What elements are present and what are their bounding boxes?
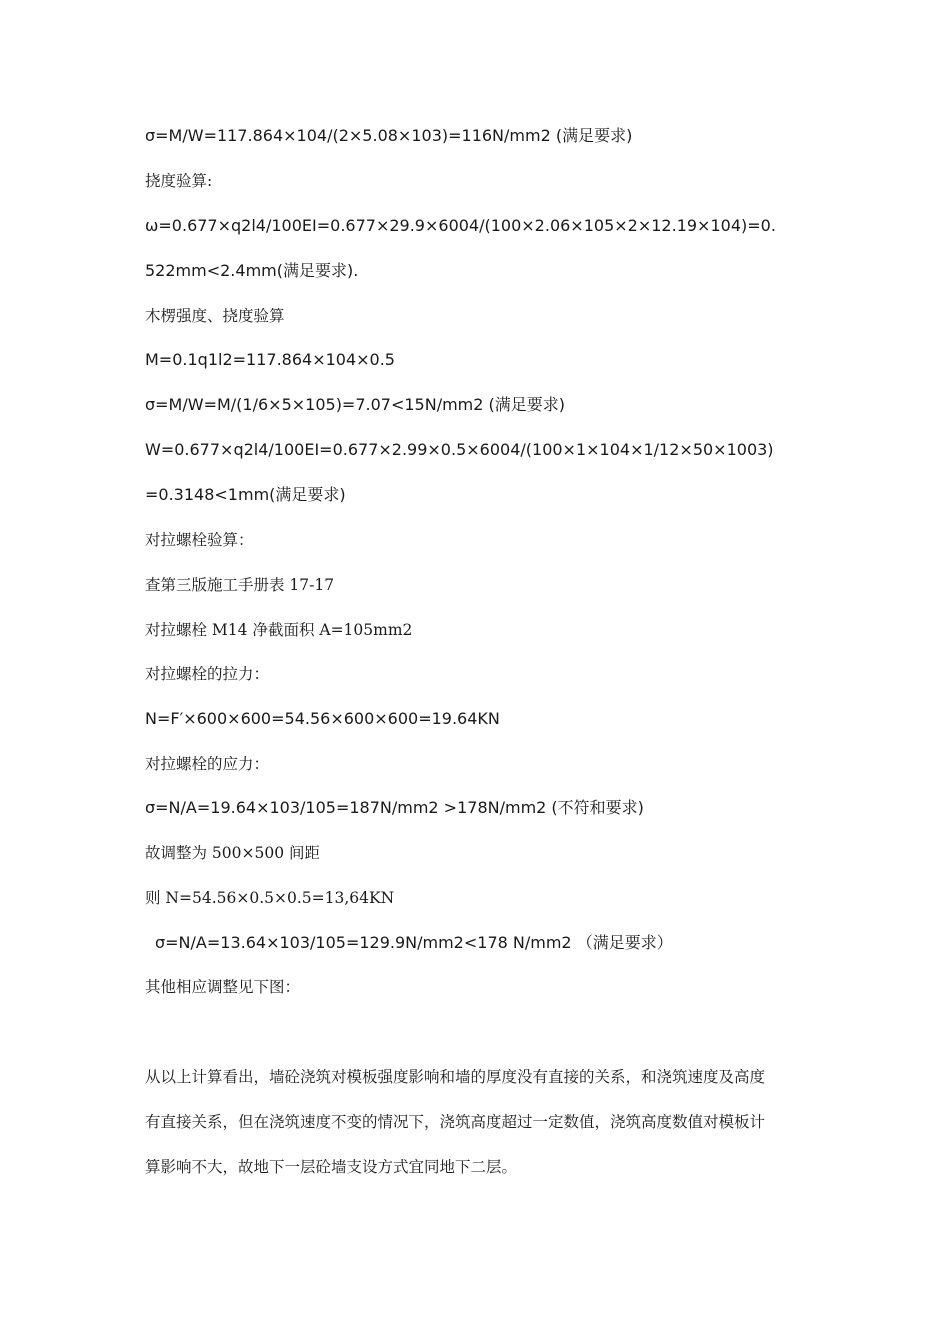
formula-deflection-result: 522mm<2.4mm(满足要求). [145, 261, 359, 280]
heading-bolt-stress: 对拉螺栓的应力： [145, 755, 270, 773]
formula-bolt-stress: σ=N/A=19.64×103/105=187N/mm2 >178N/mm2 (不符和要求) [145, 798, 644, 817]
formula-batten-stress: σ=M/W=M/(1/6×5×105)=7.07<15N/mm2 (满足要求) [145, 395, 566, 414]
formula-batten-deflection: W=0.677×q2l4/100EI=0.677×2.99×0.5×6004/(100×1×104×1/12×50×1003) [145, 440, 774, 459]
heading-bolt-tension: 对拉螺栓的拉力： [145, 665, 270, 683]
heading-tie-bolt-check: 对拉螺栓验算： [145, 531, 254, 549]
formula-adjusted-stress: σ=N/A=13.64×103/105=129.9N/mm2<178 N/mm2 （满足要求） [155, 933, 673, 952]
formula-batten-deflection-result: =0.3148<1mm(满足要求) [145, 485, 346, 504]
conclusion-line-1: 从以上计算看出，墙砼浇筑对模板强度影响和墙的厚度没有直接的关系，和浇筑速度及高度 [145, 1068, 766, 1086]
text-bolt-section-area: 对拉螺栓 M14 净截面积 A=105mm2 [145, 621, 413, 639]
heading-deflection-check: 挠度验算: [145, 172, 213, 190]
text-see-figure: 其他相应调整见下图： [145, 978, 301, 996]
text-handbook-reference: 查第三版施工手册表 17-17 [145, 576, 335, 594]
formula-adjusted-tension: 则 N=54.56×0.5×0.5=13,64KN [145, 889, 395, 907]
formula-deflection: ω=0.677×q2l4/100EI=0.677×29.9×6004/(100×2.06×105×2×12.19×104)=0. [145, 216, 776, 235]
conclusion-line-2: 有直接关系，但在浇筑速度不变的情况下，浇筑高度超过一定数值，浇筑高度数值对模板计 [145, 1113, 766, 1131]
formula-bending-stress: σ=M/W=117.864×104/(2×5.08×103)=116N/mm2 (满足要求) [145, 126, 633, 145]
text-adjust-spacing: 故调整为 500×500 间距 [145, 844, 321, 862]
formula-batten-moment: M=0.1q1l2=117.864×104×0.5 [145, 350, 395, 369]
formula-bolt-tension: N=F′×600×600=54.56×600×600=19.64KN [145, 709, 500, 728]
conclusion-line-3: 算影响不大，故地下一层砼墙支设方式宜同地下二层。 [145, 1158, 518, 1176]
heading-batten-check: 木楞强度、挠度验算 [145, 307, 285, 325]
